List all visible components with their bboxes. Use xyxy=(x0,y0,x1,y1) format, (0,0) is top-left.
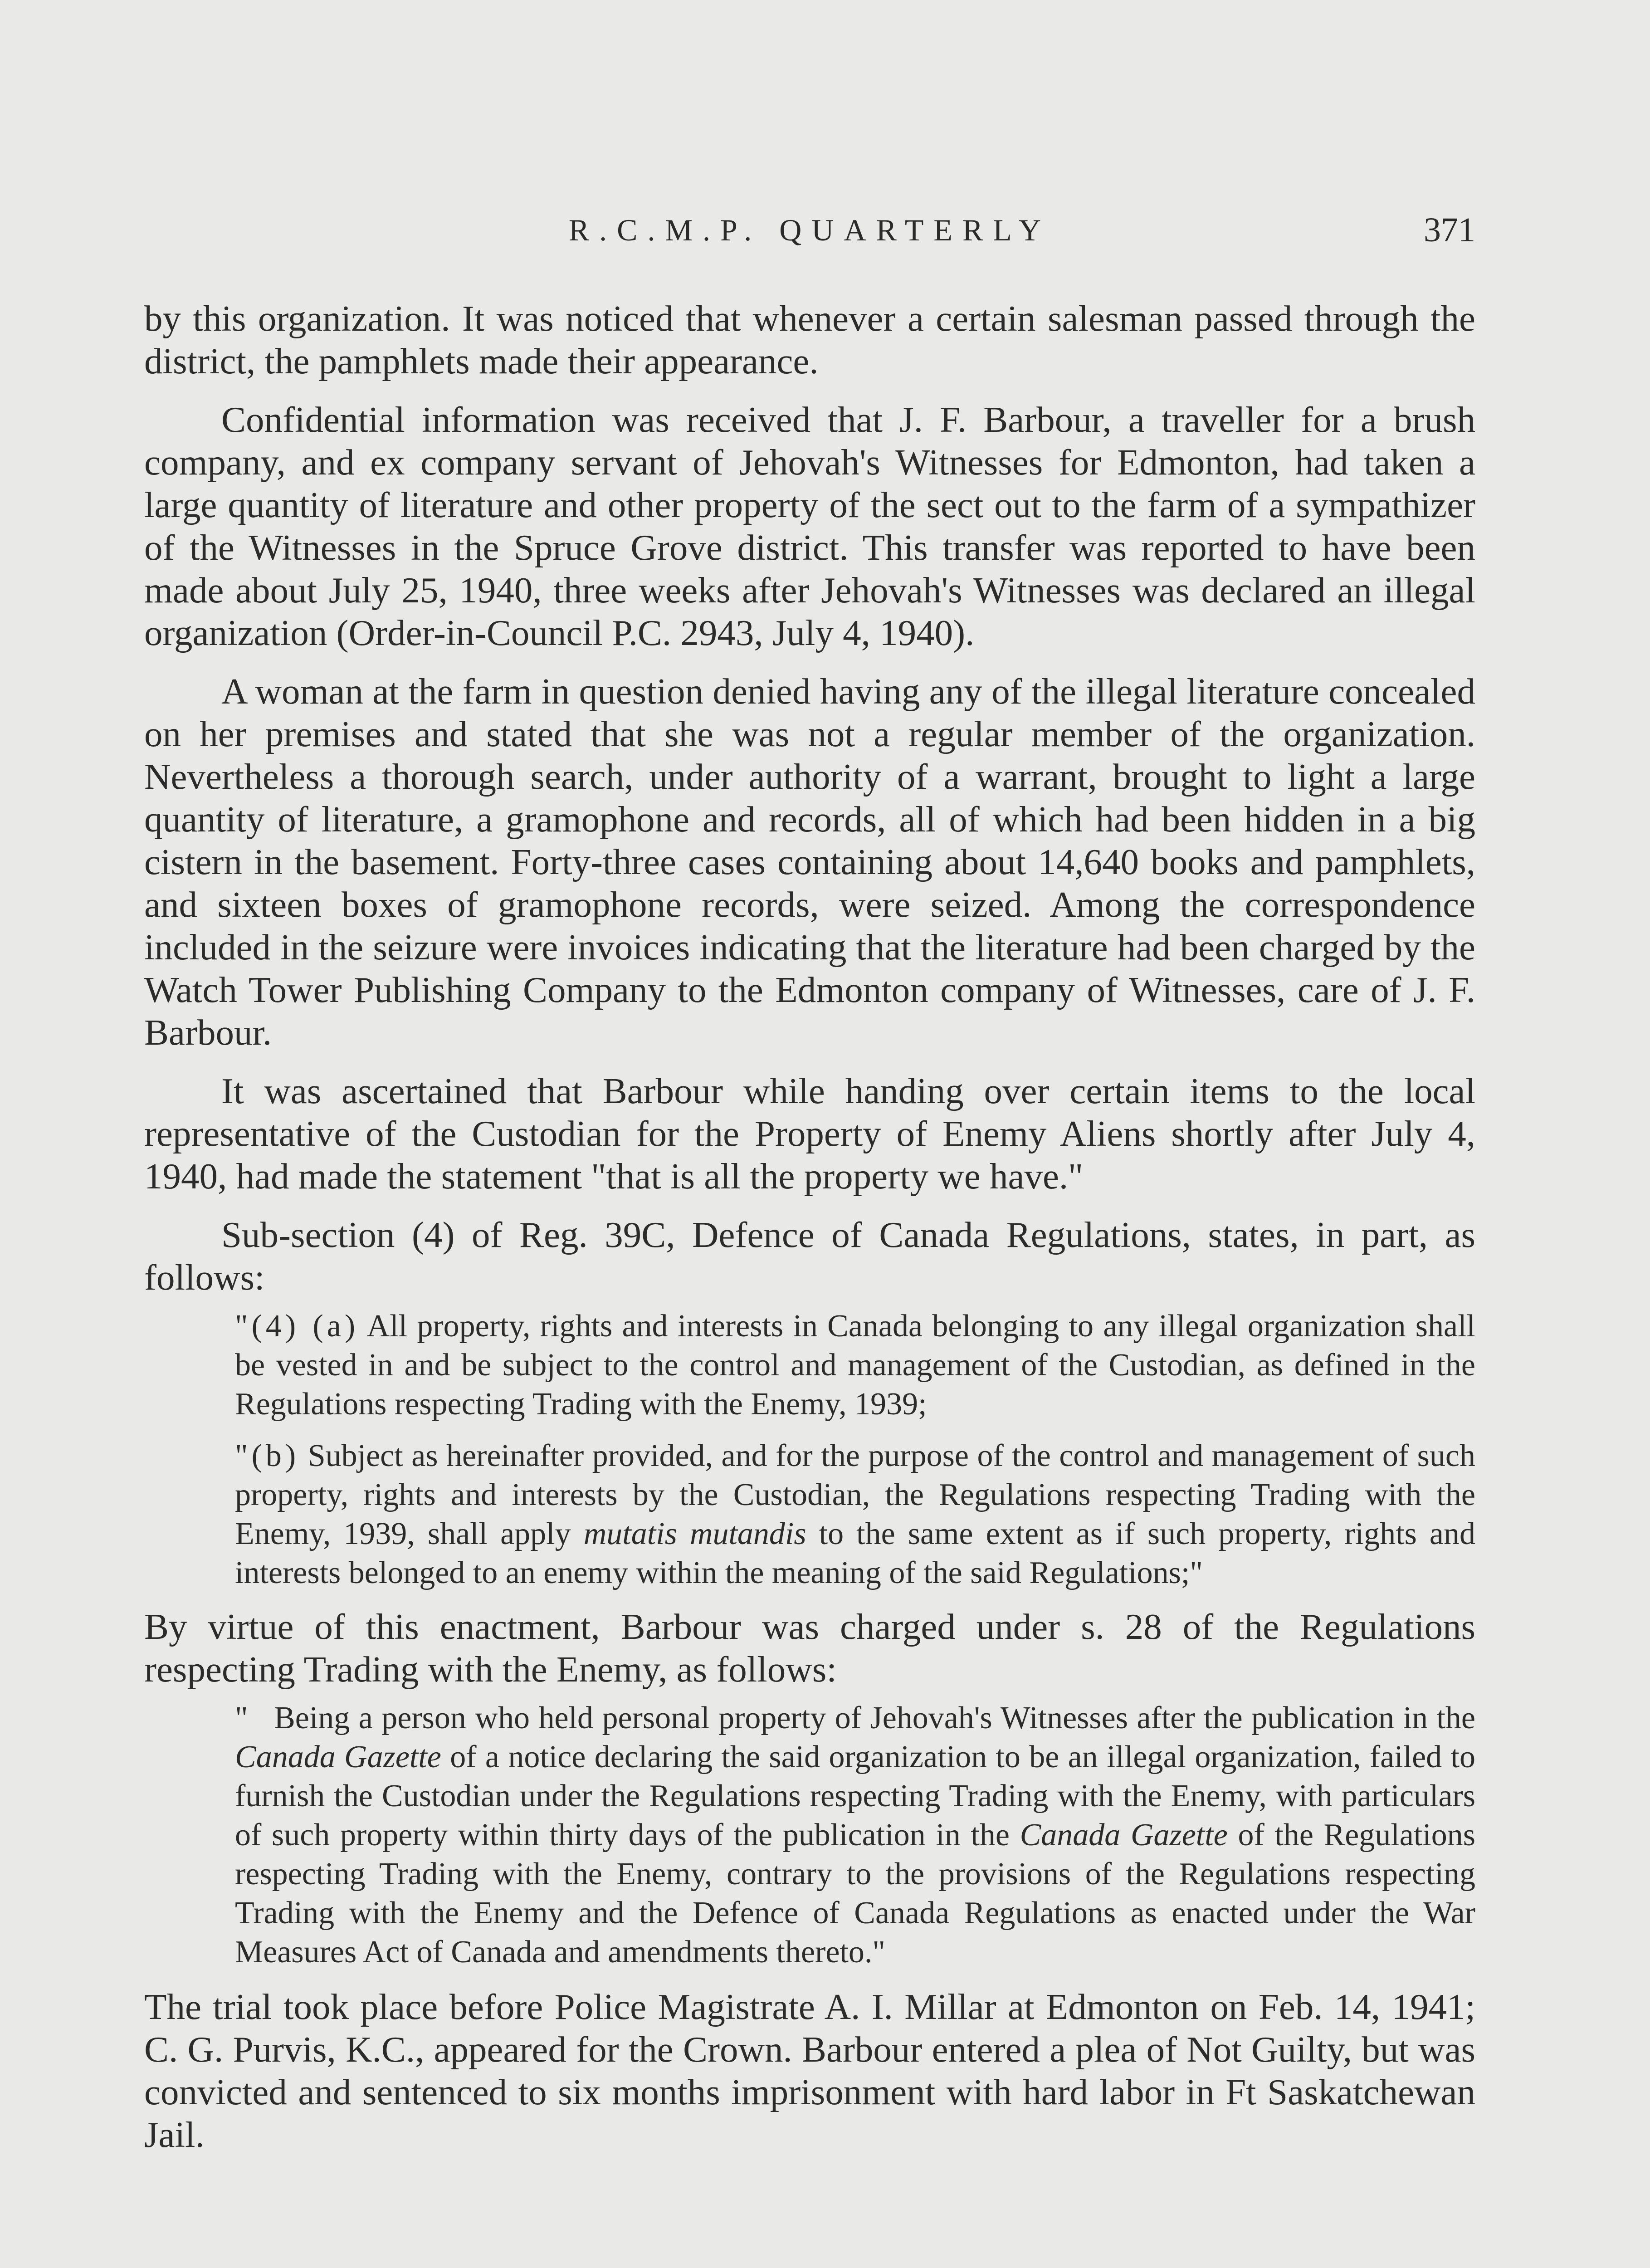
paragraph-confidential-information: Confidential information was received that J. F. Barbour, a traveller for a brush company, and ex company servant of Jehovah's Witnesses for Edmonton, had taken a large quantity of literature and other property of the sect out to the farm of a sympathizer of the Witnesses in the Spruce Grove district. This transfer was reported to have been made about July 25, 1940, three weeks after Jehovah's Witnesses was declared an illegal organization (Order-in-Council P.C. 2943, July 4, 1940). xyxy=(144,399,1475,653)
quote-a-text: All property, rights and interests in Canada belonging to any illegal organization shall be vested in and be subject to the control and management of the Custodian, as defined in the Regulations respecting Trading with the Enemy, 1939; xyxy=(235,1309,1476,1422)
charge-quote-part2: of a notice declaring the said organization to be an illegal organization, failed to furnish the Custodian under the Regulations respecting Trading with the Enemy, with particulars of such property within thirty days of the publication in the xyxy=(235,1740,1475,1853)
charge-quote-italic1: Canada Gazette xyxy=(235,1740,441,1774)
regulation-quote-b xyxy=(235,1437,1475,1593)
paragraph-continuation: by this organization. It was noticed that whenever a certain salesman passed through the district, the pamphlets made their appearance. xyxy=(144,298,1475,381)
charge-quote-italic2: Canada Gazette xyxy=(1020,1818,1228,1853)
charge-quote-part3: of the Regulations respecting Trading with the Enemy, contrary to the provisions of the Regulations respecting Trading with the Enemy and the Defence of Canada Regulations as enacted under the War Measures Act of Canada and amendments thereto." xyxy=(235,1818,1476,1970)
paragraph-enactment: By virtue of this enactment, Barbour was charged under s. 28 of the Regulations respecting Trading with the Enemy, as follows: xyxy=(144,1606,1475,1690)
charge-quote-lead: " xyxy=(235,1701,252,1735)
page-number: 371 xyxy=(1424,211,1475,249)
quote-b-text-after: to the same extent as if such property, rights and interests belonged to an enemy within the meaning of the said Regulations;" xyxy=(235,1516,1476,1590)
quote-a-lead: "(4) (a) xyxy=(235,1309,359,1344)
paragraph-farm-search: A woman at the farm in question denied having any of the illegal literature concealed on her premises and stated that she was not a regular member of the organization. Nevertheless a thorough search, under authority of a warrant, brought to light a large quantity of literature, a gramophone and records, all of which had been hidden in a big cistern in the basement. Forty-three cases containing about 14,640 books and pamphlets, and sixteen boxes of gramophone records, were seized. Among the correspondence included in the seizure were invoices indicating that the literature had been charged by the Watch Tower Publishing Company to the Edmonton company of Witnesses, care of J. F. Barbour. xyxy=(144,671,1475,1053)
page-header xyxy=(144,205,1475,255)
quote-b-text-before: Subject as hereinafter provided, and for the purpose of the control and management of such property, rights and interests by the Custodian, the Regulations respecting Trading with the Enemy, 1939, shall apply xyxy=(235,1438,1475,1551)
paragraph-subsection-intro: Sub-section (4) of Reg. 39C, Defence of Canada Regulations, states, in part, as follows: xyxy=(144,1214,1475,1298)
paragraph-trial: The trial took place before Police Magistrate A. I. Millar at Edmonton on Feb. 14, 1941; C. G. Purvis, K.C., appeared for the Crown. Barbour entered a plea of Not Guilty, but was convicted and sentenced to six months imprisonment with hard labor in Ft Saskatchewan Jail. xyxy=(144,1986,1475,2155)
regulation-quote-a xyxy=(235,1307,1475,1424)
article-body xyxy=(144,297,1475,2172)
charge-quote xyxy=(235,1699,1475,1972)
quote-b-lead: "(b) xyxy=(235,1438,300,1473)
running-title: R.C.M.P. QUARTERLY xyxy=(568,213,1051,247)
paragraph-barbour-statement: It was ascertained that Barbour while handing over certain items to the local representative of the Custodian for the Property of Enemy Aliens shortly after July 4, 1940, had made the statement "that is all the property we have." xyxy=(144,1070,1475,1197)
charge-quote-part1: Being a person who held personal property of Jehovah's Witnesses after the publication in the xyxy=(274,1701,1476,1735)
quote-b-italic: mutatis mutandis xyxy=(583,1516,806,1551)
